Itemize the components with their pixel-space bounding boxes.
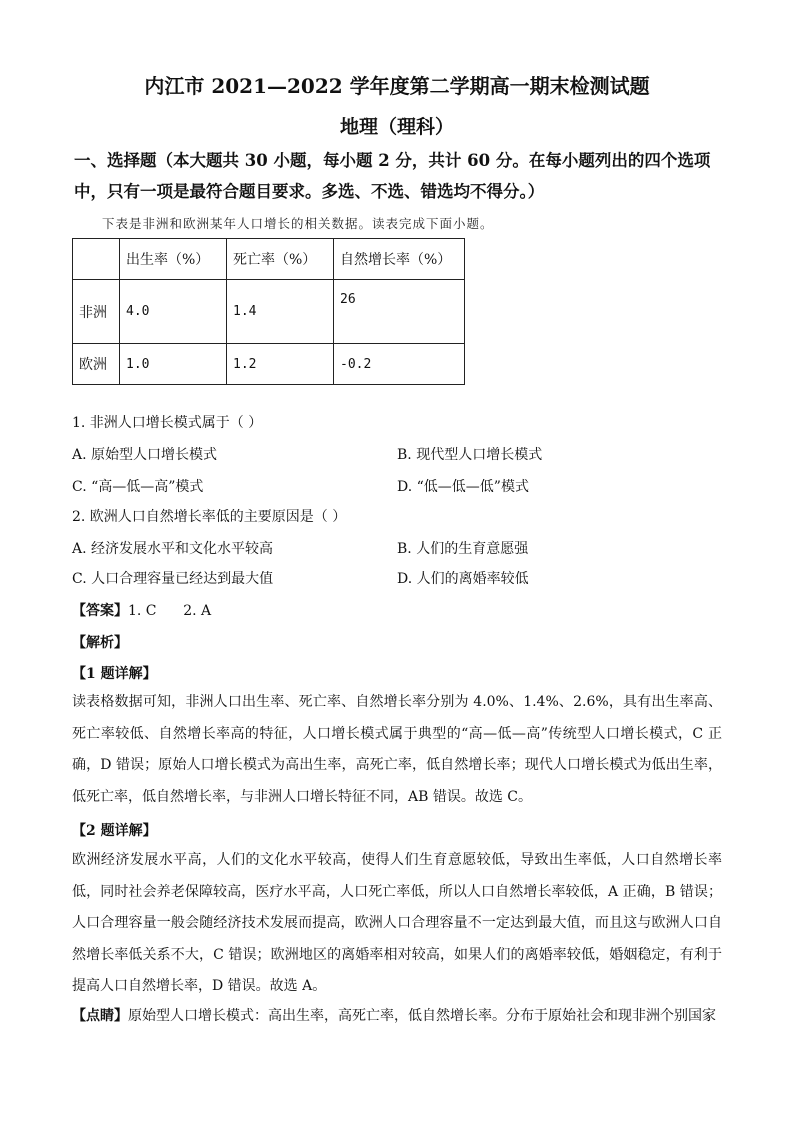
answer-text: 1. C 2. A	[128, 603, 212, 619]
detail-1-label: 【1 题详解】	[72, 666, 157, 682]
analysis-label: 【解析】	[72, 635, 128, 651]
question-2-stem: 2. 欧洲人口自然增长率低的主要原因是（ ）	[72, 509, 347, 525]
answer-label: 【答案】	[72, 603, 128, 619]
table-row	[73, 344, 465, 385]
question-1-option-c: C. “高—低—高”模式	[72, 479, 204, 495]
table-cell: 1.4	[227, 280, 334, 344]
tip-label: 【点睛】	[72, 1008, 128, 1024]
table-header-cell	[73, 239, 120, 280]
exam-title: 内江市 2021—2022 学年度第二学期高一期末检测试题	[144, 74, 650, 98]
table-header-cell: 自然增长率（%）	[334, 239, 465, 280]
tip-paragraph	[72, 1001, 722, 1033]
table-cell: 1.0	[120, 344, 227, 385]
population-table	[72, 238, 465, 385]
detail-1-text: 读表格数据可知，非洲人口出生率、死亡率、自然增长率分别为 4.0%、1.4%、2.6%，具有出生率高、死亡率较低、自然增长率高的特征，人口增长模式属于典型的“高—低—高”传统型人口增长模式，C 正确，D 错误；原始人口增长模式为高出生率，高死亡率，低自然增长率；现代人口增长模式为低出生率，低死亡率，低自然增长率，与非洲人口增长特征不同，AB 错误。故选 C。	[72, 694, 722, 805]
section-heading: 一、选择题（本大题共 30 小题，每小题 2 分，共计 60 分。在每小题列出的四个选项中，只有一项是最符合题目要求。多选、不选、错选均不得分。）	[74, 151, 711, 201]
table-cell: 4.0	[120, 280, 227, 344]
table-cell: 26	[334, 280, 465, 344]
question-2-option-b: B. 人们的生育意愿强	[397, 541, 529, 557]
question-2-option-d: D. 人们的离婚率较低	[397, 571, 529, 587]
question-2-option-c: C. 人口合理容量已经达到最大值	[72, 571, 274, 587]
question-1-option-d: D. “低—低—低”模式	[397, 479, 529, 495]
table-header-row	[73, 239, 465, 280]
question-1-option-b: B. 现代型人口增长模式	[397, 447, 543, 463]
table-row	[73, 280, 465, 344]
question-2-option-a: A. 经济发展水平和文化水平较高	[72, 541, 274, 557]
tip-text: 原始型人口增长模式：高出生率，高死亡率，低自然增长率。分布于原始社会和现非洲个别国家	[128, 1008, 716, 1024]
question-1-stem: 1. 非洲人口增长模式属于（ ）	[72, 415, 263, 431]
table-cell: 非洲	[73, 280, 120, 344]
table-cell: 1.2	[227, 344, 334, 385]
table-header-cell: 出生率（%）	[120, 239, 227, 280]
table-intro: 下表是非洲和欧洲某年人口增长的相关数据。读表完成下面小题。	[102, 216, 494, 231]
detail-2-label: 【2 题详解】	[72, 823, 157, 839]
exam-subtitle: 地理（理科）	[339, 116, 454, 138]
answer-line	[72, 600, 211, 620]
table-cell: 欧洲	[73, 344, 120, 385]
table-header-cell: 死亡率（%）	[227, 239, 334, 280]
question-1-option-a: A. 原始型人口增长模式	[72, 447, 218, 463]
detail-2-text: 欧洲经济发展水平高，人们的文化水平较高，使得人们生育意愿较低，导致出生率低，人口自然增长率低，同时社会养老保障较高，医疗水平高，人口死亡率低，所以人口自然增长率较低，A 正确，B 错误；人口合理容量一般会随经济技术发展而提高，欧洲人口合理容量不一定达到最大值，而且这与欧洲人口自然增长率低关系不大，C 错误；欧洲地区的离婚率相对较高，如果人们的离婚率较低，婚姻稳定，有利于提高人口自然增长率，D 错误。故选 A。	[72, 852, 722, 994]
table-cell: -0.2	[334, 344, 465, 385]
